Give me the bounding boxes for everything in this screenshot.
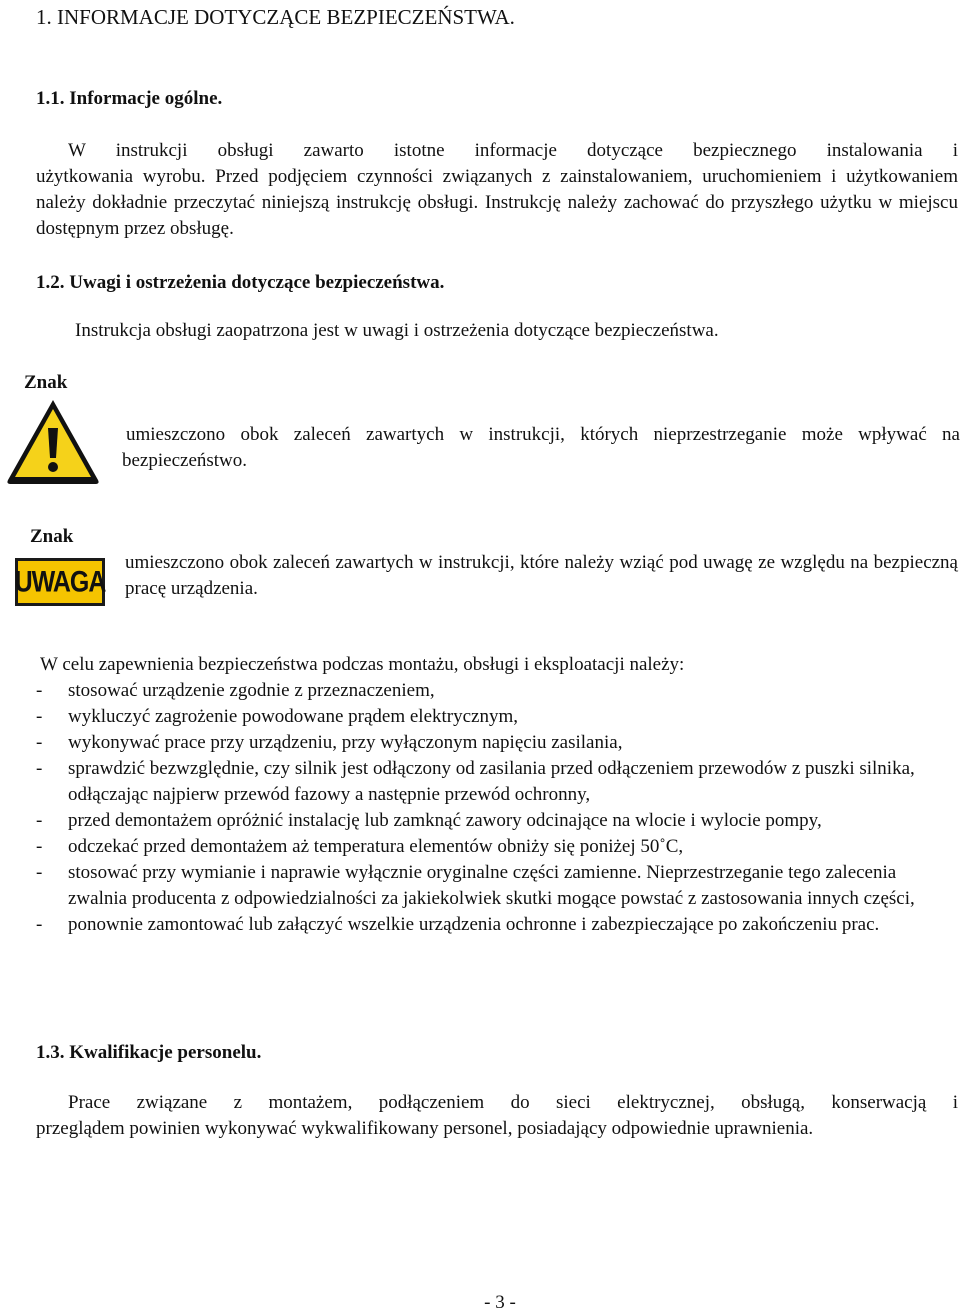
uwaga-badge-text: UWAGA bbox=[14, 565, 106, 599]
uwaga-badge bbox=[15, 558, 105, 606]
list-item-text: przed demontażem opróżnić instalację lub zamknąć zawory odcinające na wlocie i wylocie pompy, bbox=[68, 810, 822, 831]
qualifications-rest: przeglądem powinien wykonywać wykwalifikowany personel, posiadający odpowiednie uprawnienia. bbox=[36, 1118, 814, 1139]
qualifications-line1: Prace związane z montażem, podłączeniem do sieci elektrycznej, obsługą, konserwacją i bbox=[68, 1092, 958, 1113]
list-item-text: stosować urządzenie zgodnie z przeznaczeniem, bbox=[68, 680, 435, 701]
list-dash: - bbox=[36, 862, 43, 883]
list-item-text: wykluczyć zagrożenie powodowane prądem elektrycznym, bbox=[68, 706, 518, 727]
list-item-text: wykonywać prace przy urządzeniu, przy wyłączonym napięciu zasilania, bbox=[68, 732, 623, 753]
list-item bbox=[36, 808, 958, 834]
list-item-text: sprawdzić bezwzględnie, czy silnik jest odłączony od zasilania przed odłączeniem przewodów z puszki silnika, odłączając najpierw przewód fazowy a następnie przewód ochronny, bbox=[68, 758, 915, 805]
general-info-rest: użytkowania wyrobu. Przed podjęciem czynności związanych z zainstalowaniem, uruchomieniem i użytkowaniem należy dokładnie przeczytać niniejszą instrukcję obsługi. Instrukcję należy zachować do przyszłego użytku w miejscu dostępnym przez obsługę. bbox=[36, 166, 958, 239]
list-item bbox=[36, 678, 958, 704]
list-dash: - bbox=[36, 680, 43, 701]
list-item bbox=[36, 704, 958, 730]
list-item-text: stosować przy wymianie i naprawie wyłącznie oryginalne części zamienne. Nieprzestrzeganie tego zalecenia zwalnia producenta z odpowiedzialności za jakiekolwiek skutki mogące powstać z zastosowania innych części, bbox=[68, 862, 915, 909]
general-info-paragraph bbox=[36, 138, 958, 242]
general-info-line1: W instrukcji obsługi zawarto istotne informacje dotyczące bezpiecznego instalowania i bbox=[68, 140, 958, 161]
list-item bbox=[36, 860, 958, 912]
section-1-3-title: 1.3. Kwalifikacje personelu. bbox=[36, 1042, 262, 1063]
list-dash: - bbox=[36, 732, 43, 753]
warning-triangle-icon bbox=[4, 396, 102, 486]
sign2-description: umieszczono obok zaleceń zawartych w instrukcji, które należy wziąć pod uwagę ze względu na bezpieczną pracę urządzenia. bbox=[125, 552, 958, 599]
section-1-2-title: 1.2. Uwagi i ostrzeżenia dotyczące bezpieczeństwa. bbox=[36, 272, 445, 293]
section-1-1-title: 1.1. Informacje ogólne. bbox=[36, 88, 223, 109]
list-item-text: ponownie zamontować lub załączyć wszelkie urządzenia ochronne i zabezpieczające po zakończeniu prac. bbox=[68, 914, 880, 935]
list-dash: - bbox=[36, 836, 43, 857]
safety-list-intro: W celu zapewnienia bezpieczeństwa podczas montażu, obsługi i eksploatacji należy: bbox=[40, 654, 685, 675]
warnings-intro: Instrukcja obsługi zaopatrzona jest w uwagi i ostrzeżenia dotyczące bezpieczeństwa. bbox=[75, 320, 719, 341]
qualifications-paragraph bbox=[36, 1090, 958, 1142]
list-dash: - bbox=[36, 706, 43, 727]
list-dash: - bbox=[36, 810, 43, 831]
list-item bbox=[36, 730, 958, 756]
sign2-label: Znak bbox=[30, 526, 74, 547]
list-item bbox=[36, 834, 958, 860]
safety-list bbox=[36, 652, 958, 938]
sign1-description: umieszczono obok zaleceń zawartych w instrukcji, których nieprzestrzeganie może wpływać na bezpieczeństwo. bbox=[122, 424, 960, 471]
list-item-text: odczekać przed demontażem aż temperatura elementów obniży się poniżej 50˚C, bbox=[68, 836, 684, 857]
list-dash: - bbox=[36, 758, 43, 779]
page-number: - 3 - bbox=[484, 1292, 516, 1313]
list-dash: - bbox=[36, 914, 43, 935]
section-1-title: 1. INFORMACJE DOTYCZĄCE BEZPIECZEŃSTWA. bbox=[36, 5, 515, 29]
sign1-label: Znak bbox=[24, 372, 68, 393]
list-item bbox=[36, 912, 958, 938]
list-item bbox=[36, 756, 958, 808]
